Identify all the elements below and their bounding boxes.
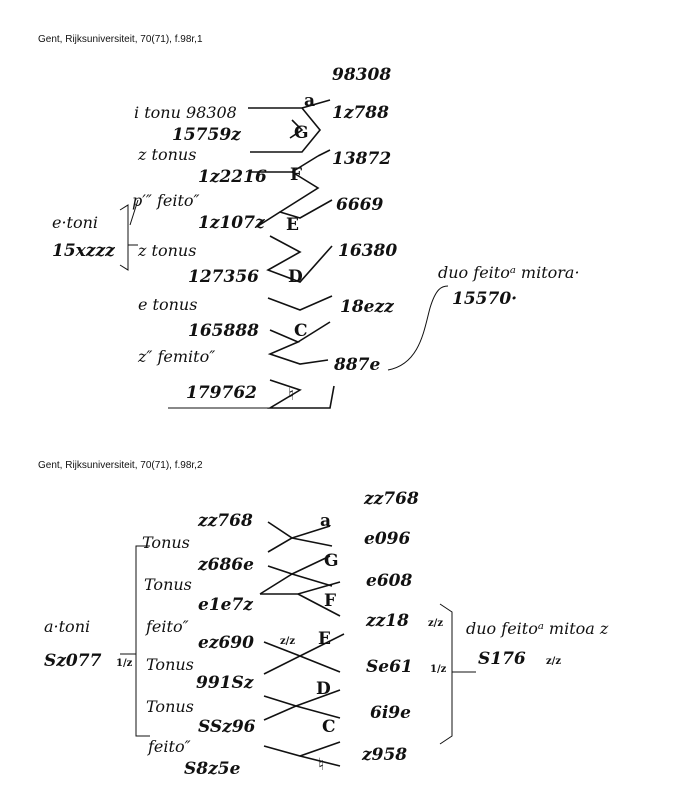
- right-entry: zz18: [366, 611, 409, 631]
- right-entry: 13872: [332, 149, 392, 169]
- right-entry: 18ezz: [340, 297, 394, 317]
- left-entry: Tonus: [144, 575, 192, 594]
- right-fraction: z/z: [428, 618, 444, 629]
- letter-f: F: [290, 165, 303, 185]
- letter-c: C: [294, 321, 308, 341]
- right-entry: e608: [366, 571, 413, 591]
- left-entry: SSz96: [198, 717, 256, 737]
- right-entry: zz768: [364, 489, 419, 509]
- left-entry: Tonus: [146, 697, 194, 716]
- letter-d: D: [288, 267, 303, 287]
- left-entry: ez690: [198, 633, 254, 653]
- left-entry: e1e7z: [198, 595, 253, 615]
- letter-a: a: [320, 511, 332, 531]
- left-entry: Tonus: [146, 655, 194, 674]
- right-fraction: 1/z: [430, 664, 447, 675]
- letter-natural: ♮: [318, 755, 325, 775]
- figure2-diagram: [0, 486, 684, 786]
- right-label: duo feitoᵃ mitora·: [438, 263, 580, 282]
- left-fraction: 1/z: [116, 658, 133, 669]
- letter-a: a: [304, 91, 316, 111]
- figure2-caption: Gent, Rijksuniversiteit, 70(71), f.98r,2: [38, 460, 203, 471]
- right-entry: Se61: [366, 657, 413, 677]
- left-entry: S8z5e: [184, 759, 241, 779]
- left-entry: 1z107z: [198, 213, 265, 233]
- left-entry: z″ femito″: [138, 347, 216, 366]
- left-fraction: z/z: [280, 636, 296, 647]
- right-entry: 16380: [338, 241, 398, 261]
- left-value: 15xzzz: [52, 241, 115, 261]
- right-entry: 1z788: [332, 103, 389, 123]
- left-entry: zz768: [198, 511, 253, 531]
- left-entry: 15759z: [172, 125, 241, 145]
- left-entry: i tonu 98308: [134, 103, 237, 122]
- letter-e: E: [286, 215, 299, 235]
- right-entry: 887e: [334, 355, 381, 375]
- right-entry: 98308: [332, 65, 392, 85]
- right-fraction: z/z: [546, 656, 562, 667]
- right-entry: z958: [362, 745, 408, 765]
- right-entry: 6669: [336, 195, 384, 215]
- left-entry: 1z2216: [198, 167, 267, 187]
- letter-g: G: [324, 551, 339, 571]
- left-label: a·toni: [44, 617, 91, 636]
- figure1-caption: Gent, Rijksuniversiteit, 70(71), f.98r,1: [38, 34, 203, 45]
- left-entry: Tonus: [142, 533, 190, 552]
- letter-d: D: [316, 679, 331, 699]
- left-entry: e tonus: [138, 295, 198, 314]
- letter-c: C: [322, 717, 336, 737]
- left-entry: 165888: [188, 321, 259, 341]
- letter-e: E: [318, 629, 331, 649]
- figure1-diagram: [0, 60, 684, 420]
- right-value: S176: [478, 649, 526, 669]
- left-label: e·toni: [52, 213, 99, 232]
- right-entry: 6i9e: [370, 703, 411, 723]
- left-value: Sz077: [44, 651, 102, 671]
- left-entry: z686e: [198, 555, 254, 575]
- left-entry: z tonus: [138, 145, 197, 164]
- left-entry: 127356: [188, 267, 259, 287]
- left-entry: p′″ feito″: [132, 191, 200, 210]
- left-entry: z tonus: [138, 241, 197, 260]
- right-entry: e096: [364, 529, 411, 549]
- letter-g: G: [294, 123, 309, 143]
- left-entry: feito″: [146, 617, 189, 636]
- right-value: 15570·: [452, 289, 518, 309]
- letter-natural: ♮: [288, 385, 295, 405]
- letter-f: F: [324, 591, 337, 611]
- left-entry: feito″: [148, 737, 191, 756]
- right-label: duo feitoᵃ mitoa z: [466, 619, 609, 638]
- left-entry: 179762: [186, 383, 257, 403]
- left-entry: 991Sz: [196, 673, 254, 693]
